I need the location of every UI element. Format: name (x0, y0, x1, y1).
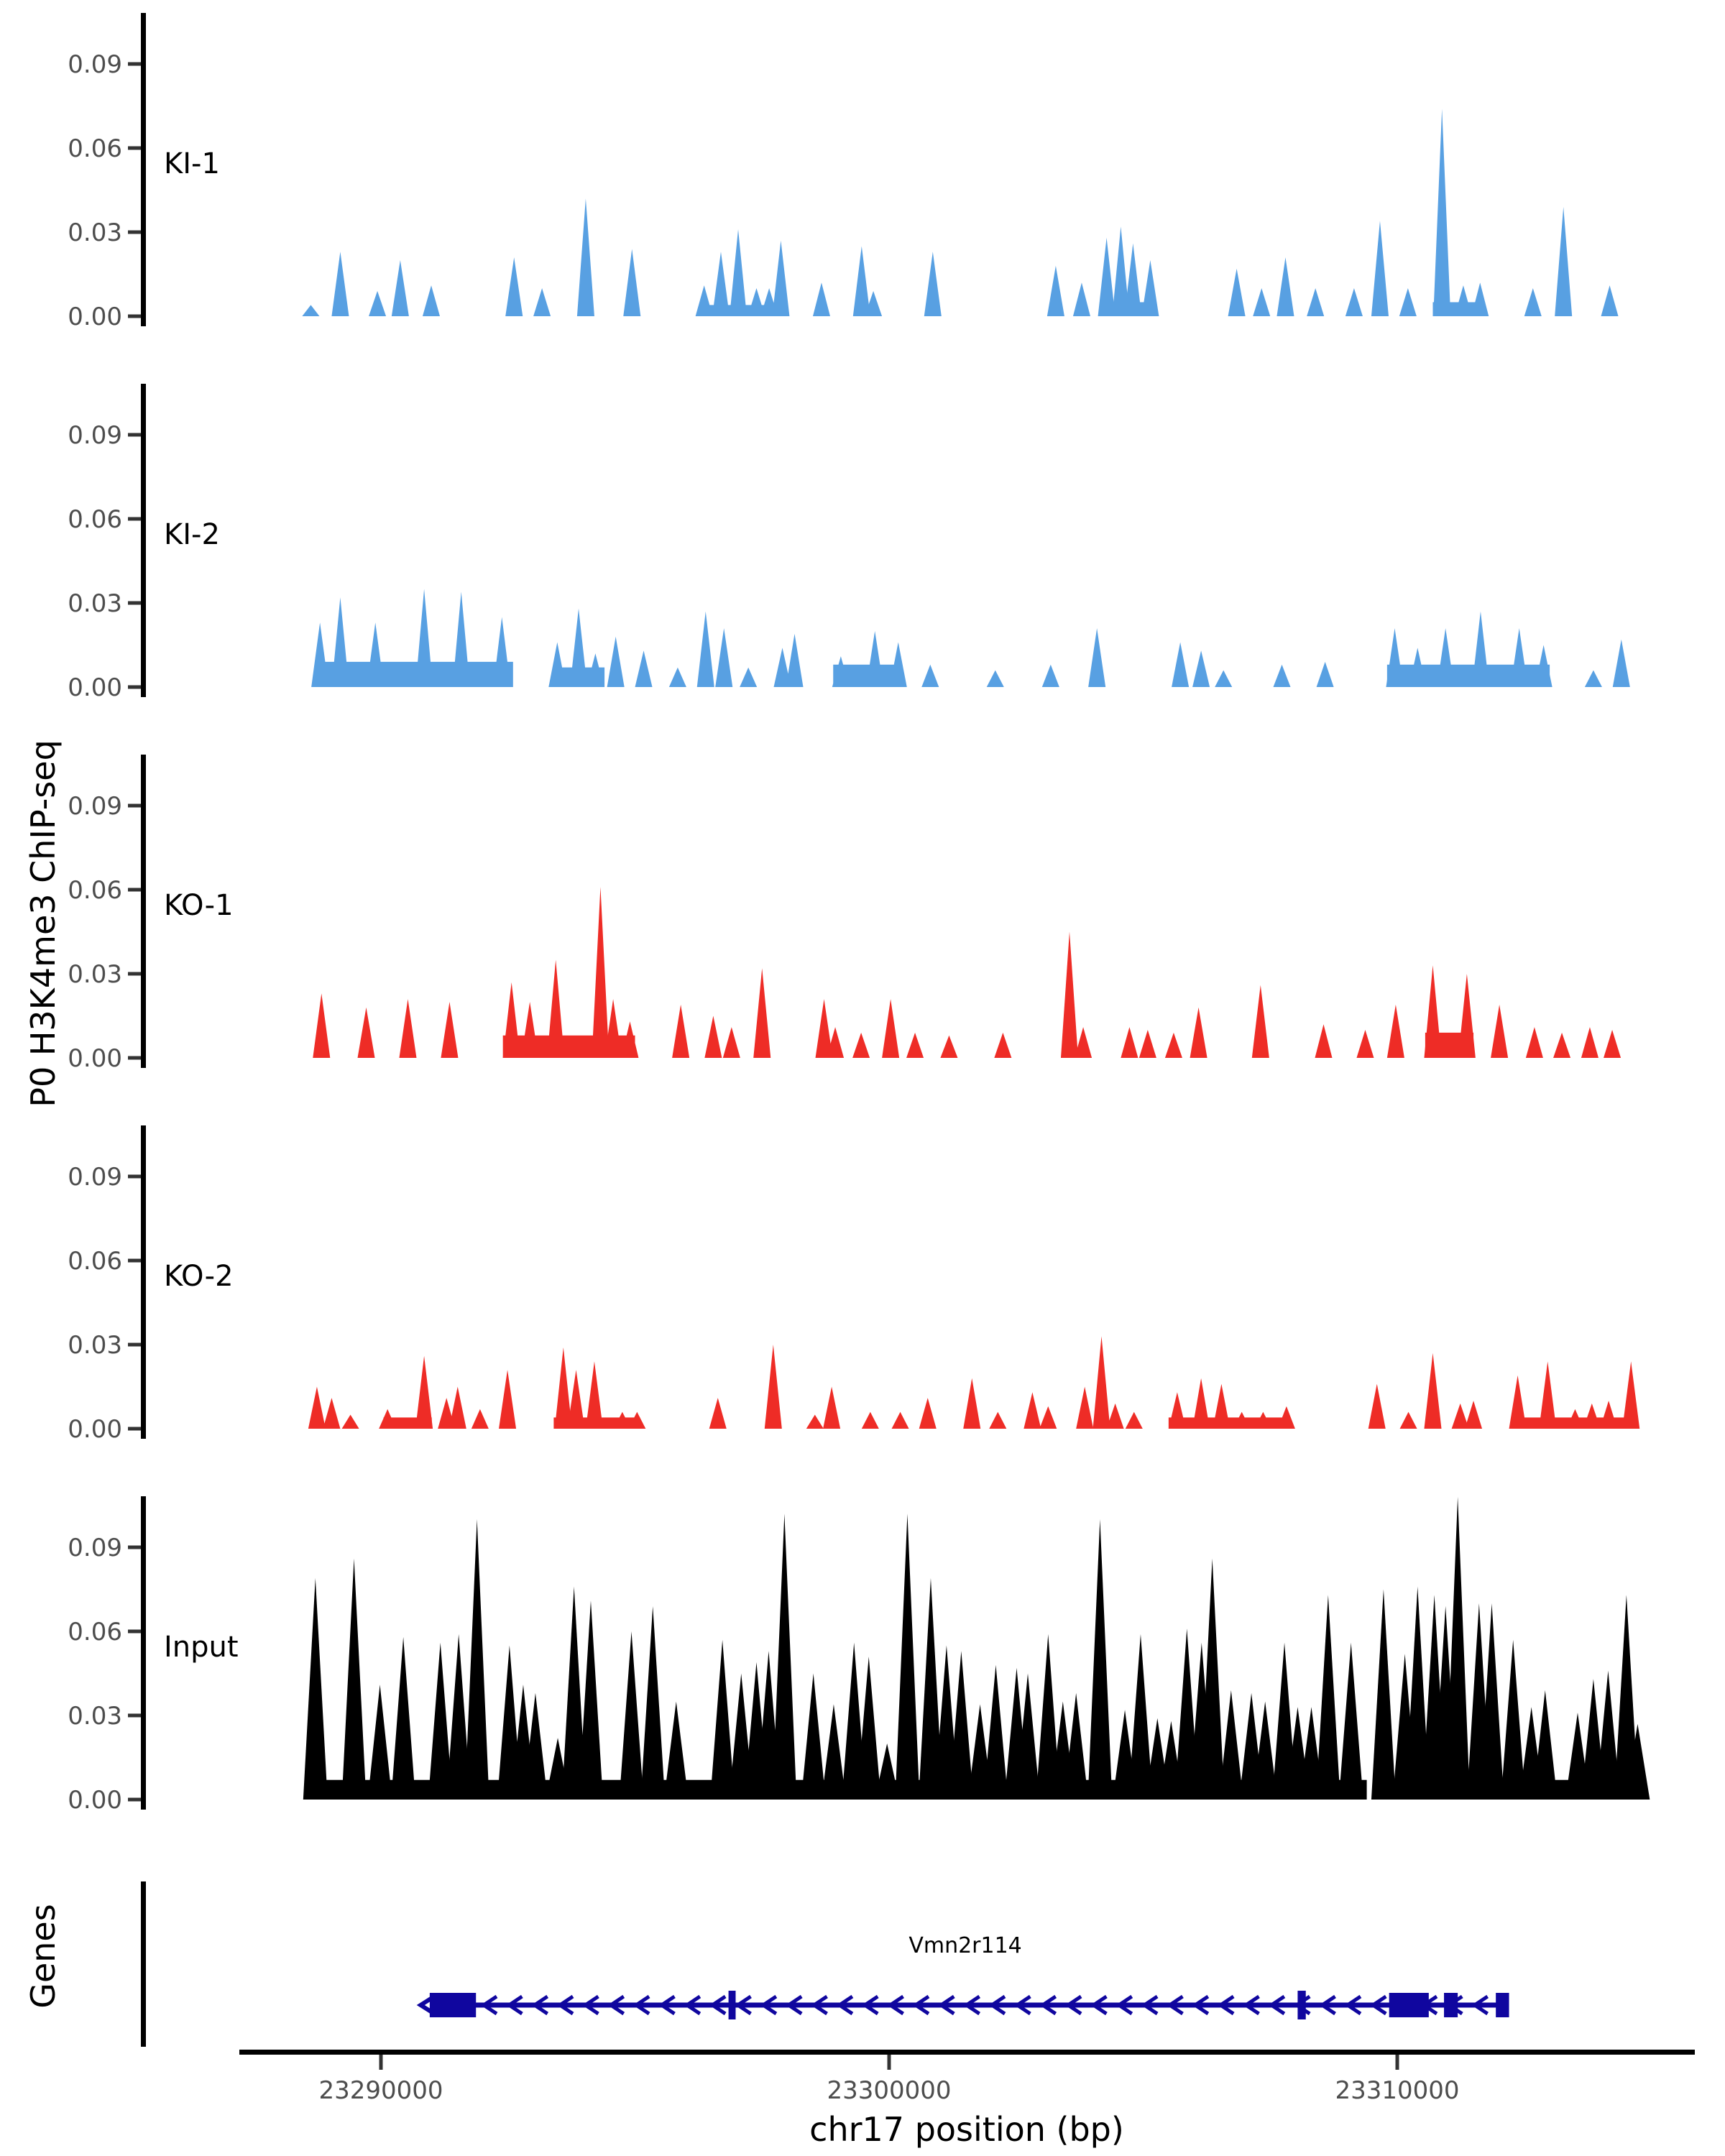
signal-peak (1076, 1387, 1093, 1429)
y-tick-label: 0.03 (68, 589, 122, 618)
signal-peak (697, 612, 714, 687)
signal-peak (570, 609, 587, 687)
signal-peak (1581, 1027, 1598, 1058)
x-axis-title: chr17 position (bp) (809, 2110, 1124, 2149)
signal-peak (1307, 288, 1324, 316)
signal-peak (1585, 671, 1602, 687)
signal-peak (712, 252, 730, 316)
signal-peak (1316, 1595, 1340, 1800)
signal-peak (303, 1578, 328, 1800)
signal-peak (921, 665, 939, 687)
signal-peak (669, 668, 686, 687)
signal-peak (1501, 1640, 1525, 1800)
y-tick-label: 0.06 (68, 876, 122, 905)
signal-peak (1346, 288, 1363, 316)
y-tick-label: 0.03 (68, 960, 122, 989)
signal-peak (1039, 1406, 1057, 1429)
signal-peak (1613, 640, 1630, 687)
signal-peak (1107, 1404, 1124, 1429)
y-tick-label: 0.03 (68, 1702, 122, 1731)
track-panel-input (0, 1483, 1725, 1854)
signal-peak (1219, 1690, 1243, 1800)
signal-peak (1061, 932, 1078, 1059)
signal-peak (994, 1033, 1011, 1058)
signal-peak (415, 589, 433, 688)
signal-peak (1047, 266, 1064, 316)
signal-peak (1433, 109, 1450, 316)
signal-peak (1087, 1519, 1112, 1800)
signal-peak (1399, 288, 1417, 316)
signal-peak (906, 1033, 924, 1058)
signal-peak (765, 1345, 782, 1429)
signal-peak (1386, 628, 1403, 687)
signal-peak (895, 1514, 919, 1800)
signal-peak (1126, 1412, 1143, 1429)
gene-exon (1389, 1993, 1429, 2017)
signal-peak (1604, 1030, 1621, 1058)
signal-peak (547, 960, 564, 1059)
gene-exon (1444, 1993, 1458, 2017)
signal-peak (1141, 260, 1159, 316)
x-axis-line (239, 2050, 1695, 2055)
signal-peak (853, 247, 870, 317)
signal-peak (1511, 628, 1528, 687)
signal-peak (369, 291, 386, 316)
signal-peak (1075, 1027, 1092, 1058)
signal-peak (709, 1398, 727, 1429)
signal-peak (1228, 269, 1246, 316)
signal-peak (813, 282, 830, 316)
signal-peak (441, 1002, 458, 1058)
signal-peak (715, 628, 732, 687)
track-plot-ko-1 (0, 742, 1725, 1112)
signal-peak (1169, 1392, 1186, 1429)
signal-peak (620, 1631, 644, 1800)
y-axis-line (141, 755, 146, 1068)
signal-peak (465, 1519, 489, 1800)
signal-peak (1424, 1353, 1441, 1429)
signal-peak (1539, 1361, 1556, 1429)
signal-peak (1424, 965, 1441, 1058)
signal-peak (1400, 1412, 1417, 1429)
signal-peak (342, 1559, 367, 1800)
signal-peak (331, 252, 349, 316)
signal-peak (579, 1600, 603, 1800)
y-axis-title: P0 H3K4me3 ChIP-seq (24, 740, 63, 1107)
signal-peak (1139, 1030, 1156, 1058)
signal-peak (1124, 244, 1141, 316)
signal-peak (1465, 1401, 1482, 1429)
y-tick-label: 0.09 (68, 792, 122, 821)
signal-peak (1601, 285, 1619, 316)
signal-peak (323, 1398, 340, 1429)
signal-peak (533, 288, 551, 316)
y-tick-label: 0.09 (68, 50, 122, 79)
signal-peak (453, 591, 470, 687)
signal-peak (1368, 1384, 1386, 1429)
signal-peak (623, 249, 640, 316)
x-tick-label: 23300000 (827, 2076, 952, 2105)
signal-peak (710, 1640, 735, 1800)
signal-peak (1387, 1005, 1404, 1058)
track-plot-ki-1 (0, 0, 1725, 371)
signal-peak (503, 982, 520, 1058)
signal-peak (1121, 1027, 1138, 1058)
signal-peak (302, 305, 319, 316)
signal-peak (331, 597, 349, 687)
y-axis-line (141, 13, 146, 326)
signal-peak (1098, 238, 1116, 316)
y-tick-label: 0.03 (68, 1331, 122, 1360)
signal-peak (822, 1704, 846, 1800)
signal-peak (472, 1409, 489, 1429)
y-tick-label: 0.06 (68, 1247, 122, 1276)
signal-peak (987, 671, 1004, 687)
gene-exon (729, 1991, 736, 2019)
y-tick-label: 0.00 (68, 1786, 122, 1815)
signal-peak (640, 1606, 665, 1800)
signal-peak (493, 617, 510, 688)
signal-peak (505, 257, 523, 316)
track-label-input: Input (164, 1631, 239, 1664)
track-panel-ko-1 (0, 742, 1725, 1112)
signal-peak (635, 650, 653, 687)
signal-peak (1555, 207, 1572, 316)
signal-peak (423, 285, 440, 316)
signal-peak (1371, 221, 1389, 316)
signal-peak (1192, 650, 1210, 687)
track-label-ki-2: KI-2 (164, 518, 220, 551)
y-axis-line (141, 384, 146, 697)
signal-peak (548, 642, 566, 687)
signal-peak (1583, 1404, 1601, 1429)
signal-peak (963, 1378, 980, 1429)
signal-peak (862, 1412, 879, 1429)
signal-peak (1339, 1643, 1363, 1800)
signal-peak (1600, 1401, 1617, 1429)
signal-peak (1273, 665, 1290, 687)
signal-peak (852, 1033, 870, 1058)
signal-peak (1622, 1361, 1639, 1429)
signal-peak (984, 1665, 1008, 1800)
signal-peak (866, 631, 883, 687)
signal-peak (1371, 1590, 1396, 1800)
signal-peak (1317, 662, 1334, 687)
genes-axis-line (141, 1881, 146, 2047)
y-tick-label: 0.09 (68, 1163, 122, 1192)
track-plot-ki-2 (0, 371, 1725, 742)
signal-peak (1213, 1384, 1230, 1429)
signal-peak (882, 999, 899, 1058)
signal-peak (989, 1412, 1006, 1429)
signal-peak (1073, 282, 1090, 316)
signal-peak (1192, 1378, 1210, 1429)
track-panel-ko-2 (0, 1112, 1725, 1483)
signal-peak (753, 968, 770, 1058)
signal-peak (1524, 288, 1542, 316)
signal-peak (806, 1415, 824, 1429)
gene-exon (1297, 1991, 1305, 2019)
y-tick-label: 0.00 (68, 673, 122, 702)
signal-peak (1165, 1033, 1182, 1058)
gene-name-label: Vmn2r114 (908, 1933, 1022, 1958)
signal-peak (1024, 1392, 1041, 1429)
signal-peak (313, 993, 330, 1058)
track-label-ki-1: KI-1 (164, 147, 220, 180)
signal-peak (740, 668, 757, 687)
signal-peak (1042, 665, 1059, 687)
genes-panel (0, 1854, 1725, 2048)
signal-peak (567, 1370, 584, 1429)
signal-peak (1533, 1690, 1558, 1800)
signal-peak (772, 1514, 796, 1800)
signal-peak (607, 637, 625, 687)
signal-peak (399, 999, 416, 1058)
y-tick-label: 0.03 (68, 218, 122, 247)
signal-peak (664, 1702, 689, 1800)
signal-peak (1190, 1008, 1208, 1058)
x-tick-label: 23290000 (318, 2076, 443, 2105)
signal-peak (772, 241, 789, 316)
signal-peak (1088, 628, 1105, 687)
signal-peak (1553, 1033, 1570, 1058)
y-tick-label: 0.00 (68, 1415, 122, 1444)
signal-peak (1276, 257, 1294, 316)
signal-peak (1315, 1024, 1332, 1058)
gene-exon (1496, 1993, 1509, 2017)
signal-peak (1252, 985, 1269, 1058)
signal-peak (1356, 1030, 1374, 1058)
y-tick-label: 0.06 (68, 1618, 122, 1646)
signal-peak (449, 1387, 466, 1429)
signal-peak (342, 1415, 359, 1429)
y-tick-label: 0.09 (68, 421, 122, 450)
signal-peak (592, 887, 609, 1058)
track-plot-ko-2 (0, 1112, 1725, 1483)
signal-peak (367, 622, 384, 687)
signal-peak (415, 1356, 433, 1429)
signal-peak (1491, 1005, 1508, 1058)
signal-peak (801, 1674, 826, 1800)
signal-peak (1458, 974, 1476, 1058)
y-axis-line (141, 1496, 146, 1810)
signal-peak (586, 1361, 603, 1429)
track-label-ko-1: KO-1 (164, 889, 234, 922)
signal-peak (1509, 1376, 1527, 1429)
y-tick-label: 0.06 (68, 134, 122, 163)
signal-peak (823, 1387, 840, 1429)
x-tick-label: 23310000 (1335, 2076, 1460, 2105)
y-tick-label: 0.09 (68, 1534, 122, 1562)
signal-peak (1437, 628, 1454, 687)
y-tick-label: 0.00 (68, 1044, 122, 1073)
signal-peak (1455, 285, 1472, 316)
gene-exon (430, 1993, 476, 2017)
signal-peak (1172, 642, 1189, 687)
signal-peak (892, 1412, 909, 1429)
signal-peak (919, 1398, 937, 1429)
x-axis-block (0, 2048, 1725, 2156)
signal-peak (1526, 1027, 1543, 1058)
signal-peak (730, 229, 747, 316)
track-panel-ki-1 (0, 0, 1725, 371)
signal-peak (499, 1370, 516, 1429)
signal-peak (940, 1036, 957, 1058)
signal-peak (392, 260, 409, 316)
signal-peak (1445, 1497, 1470, 1800)
signal-peak (786, 634, 803, 687)
signal-peak (357, 1008, 374, 1058)
signal-peak (1253, 288, 1270, 316)
signal-peak (521, 1002, 538, 1058)
track-panel-ki-2 (0, 371, 1725, 742)
y-axis-line (141, 1125, 146, 1439)
signal-peak (672, 1005, 689, 1058)
signal-peak (368, 1685, 392, 1800)
signal-peak (1471, 282, 1489, 316)
signal-peak (308, 1387, 326, 1429)
track-label-ko-2: KO-2 (164, 1260, 234, 1293)
track-plot-input (0, 1483, 1725, 1854)
signal-peak (723, 1027, 740, 1058)
signal-peak (704, 1016, 722, 1059)
signal-peak (1093, 1336, 1110, 1429)
genes-axis-title: Genes (24, 1904, 63, 2009)
signal-peak (1215, 671, 1232, 687)
y-tick-label: 0.06 (68, 505, 122, 534)
signal-peak (311, 622, 328, 687)
signal-peak (924, 252, 942, 316)
y-tick-label: 0.00 (68, 303, 122, 331)
signal-peak (577, 198, 594, 316)
signal-peak (1472, 612, 1489, 687)
signal-peak (696, 285, 713, 316)
gene-plot (0, 1854, 1725, 2048)
signal-peak (391, 1637, 415, 1800)
